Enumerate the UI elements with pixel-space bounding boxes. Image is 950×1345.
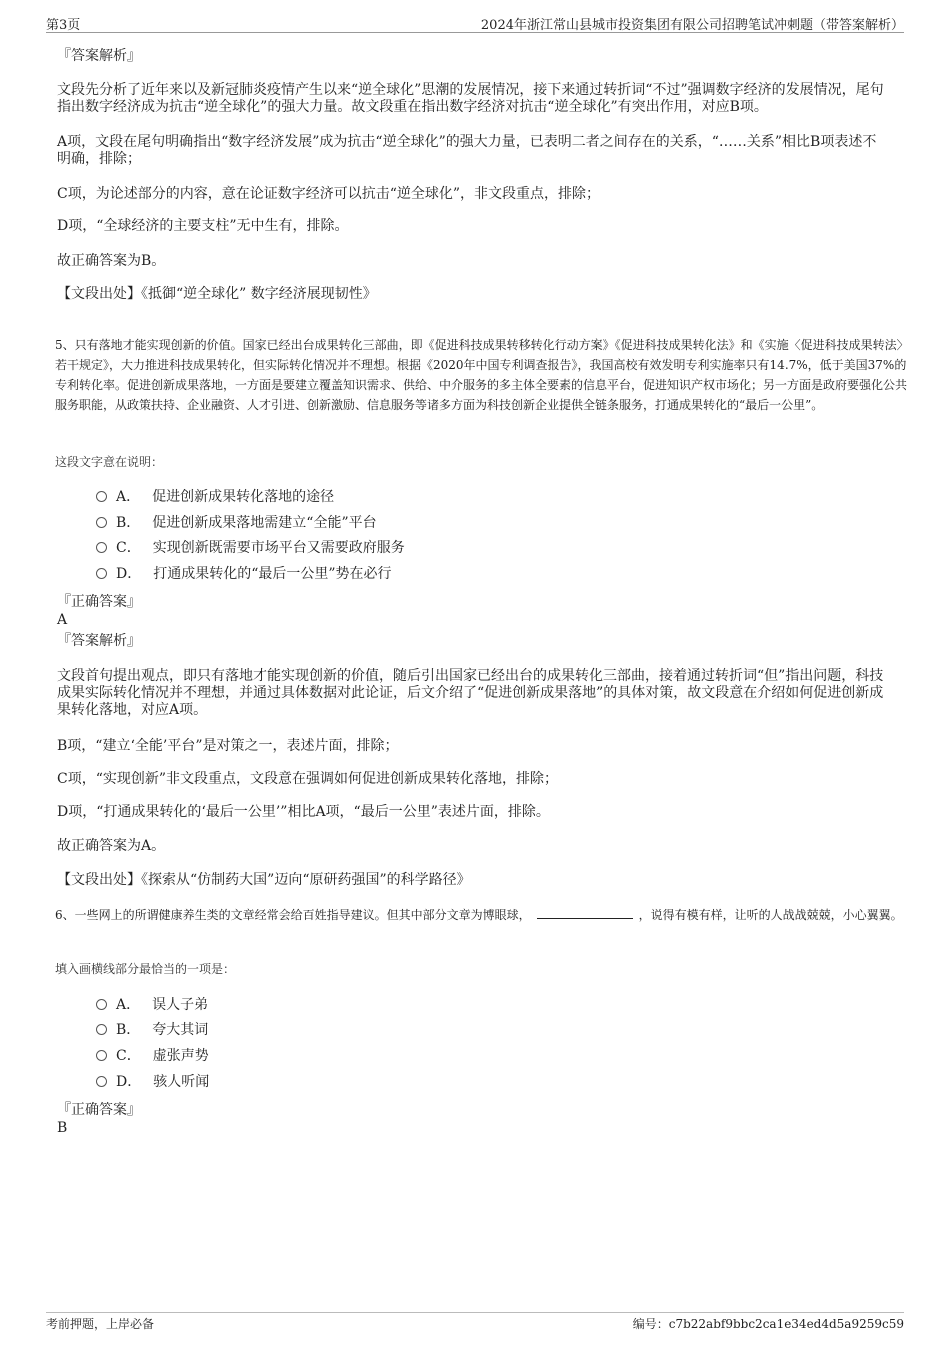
q4-conclusion: 故正确答案为B。 [57, 253, 166, 269]
q6-prompt: 填入画横线部分最恰当的一项是： [55, 962, 236, 976]
q5-option-c[interactable]: C． 实现创新既需要市场平台又需要政府服务 [96, 539, 405, 557]
q6-option-b[interactable]: B． 夸大其词 [96, 1021, 208, 1039]
q6-option-d[interactable]: D． 骇人听闻 [96, 1073, 209, 1091]
q5-option-a[interactable]: A． 促进创新成果转化落地的途径 [96, 488, 334, 506]
q5-analysis-heading: 『答案解析』 [57, 633, 141, 649]
q5-source: 【文段出处】《探索从“仿制药大国”迈向“原研药强国”的科学路径》 [57, 872, 471, 888]
page-number: 第3页 [46, 18, 81, 33]
radio-icon[interactable] [96, 1024, 107, 1035]
footer-code: 编号：c7b22abf9bbc2ca1e34ed4d5a9259c59 [632, 1317, 904, 1331]
document-title: 2024年浙江常山县城市投资集团有限公司招聘笔试冲刺题（带答案解析） [480, 18, 904, 33]
q5-option-d[interactable]: D． 打通成果转化的“最后一公里”势在必行 [96, 565, 392, 583]
q6-answer-heading: 『正确答案』 [57, 1102, 141, 1118]
q6-option-a[interactable]: A． 误人子弟 [96, 996, 208, 1014]
q6-stem: 6、一些网上的所谓健康养生类的文章经常会给百姓指导建议。但其中部分文章为博眼球， ，说得有模有样，让听的人战战兢兢，小心翼翼。 [55, 908, 903, 922]
radio-icon[interactable] [96, 491, 107, 502]
q5-analysis-paragraph: 文段首句提出观点，即只有落地才能实现创新的价值，随后引出国家已经出台的成果转化三部曲，接着通过转折词“但”指出问题，科技成果实际转化情况并不理想，并通过具体数据对此论证，后文介绍了“促进创新成果落地”的具体对策，故文段意在介绍如何促进创新成果转化落地，对应A项。 [57, 668, 884, 718]
q5-option-b[interactable]: B． 促进创新成果落地需建立“全能”平台 [96, 514, 377, 532]
q6-answer: B [57, 1120, 68, 1136]
q6-option-c[interactable]: C． 虚张声势 [96, 1047, 209, 1065]
q4-analysis-option-c: C项，为论述部分的内容，意在论证数字经济可以抗击“逆全球化”，非文段重点，排除； [57, 186, 601, 202]
q5-prompt: 这段文字意在说明： [55, 455, 164, 469]
radio-icon[interactable] [96, 542, 107, 553]
q5-answer-heading: 『正确答案』 [57, 594, 141, 610]
fill-blank [537, 906, 633, 919]
q5-analysis-option-c: C项，“实现创新”非文段重点，文段意在强调如何促进创新成果转化落地，排除； [57, 771, 559, 787]
page-header [46, 12, 904, 33]
radio-icon[interactable] [96, 568, 107, 579]
q5-analysis-option-d: D项，“打通成果转化的‘最后一公里’”相比A项，“最后一公里”表述片面，排除。 [57, 804, 550, 820]
radio-icon[interactable] [96, 1050, 107, 1061]
q4-analysis-paragraph: 文段先分析了近年来以及新冠肺炎疫情产生以来“逆全球化”思潮的发展情况，接下来通过转折词“不过”强调数字经济的发展情况，尾句指出数字经济成为抗击“逆全球化”的强大力量。故文段重在指出数字经济对抗击“逆全球化”有突出作用，对应B项。 [57, 82, 884, 115]
radio-icon[interactable] [96, 1076, 107, 1087]
q4-analysis-heading: 『答案解析』 [57, 48, 141, 64]
q4-analysis-option-a: A项，文段在尾句明确指出“数字经济发展”成为抗击“逆全球化”的强大力量，已表明二者之间存在的关系，“……关系”相比B项表述不明确，排除； [57, 134, 877, 167]
q5-stem: 5、只有落地才能实现创新的价值。国家已经出台成果转化三部曲，即《促进科技成果转移转化行动方案》《促进科技成果转化法》和《实施〈促进科技成果转法〉若干规定》，大力推进科技成果转化，但实际转化情况并不理想。根据《2020年中国专利调查报告》，我国高校有效发明专利实施率只有14.7%，低于美国37%的专利转化率。促进创新成果落地，一方面是要建立覆盖知识需求、供给、中介服务的多主体全要素的信息平台，促进知识产权市场化；另一方面是政府要强化公共服务职能，从政策扶持、企业融资、人才引进、创新激励、信息服务等诸多方面为科技创新企业提供全链条服务，打通成果转化的“最后一公里”。 [55, 338, 909, 412]
q4-analysis-option-d: D项，“全球经济的主要支柱”无中生有，排除。 [57, 218, 349, 234]
radio-icon[interactable] [96, 517, 107, 528]
q5-answer: A [57, 612, 68, 628]
q5-conclusion: 故正确答案为A。 [57, 838, 166, 854]
q4-source: 【文段出处】《抵御“逆全球化” 数字经济展现韧性》 [57, 286, 377, 302]
q5-analysis-option-b: B项，“建立‘全能’平台”是对策之一，表述片面，排除； [57, 738, 399, 754]
footer-slogan: 考前押题，上岸必备 [46, 1317, 155, 1331]
radio-icon[interactable] [96, 999, 107, 1010]
page-footer [46, 1312, 904, 1335]
